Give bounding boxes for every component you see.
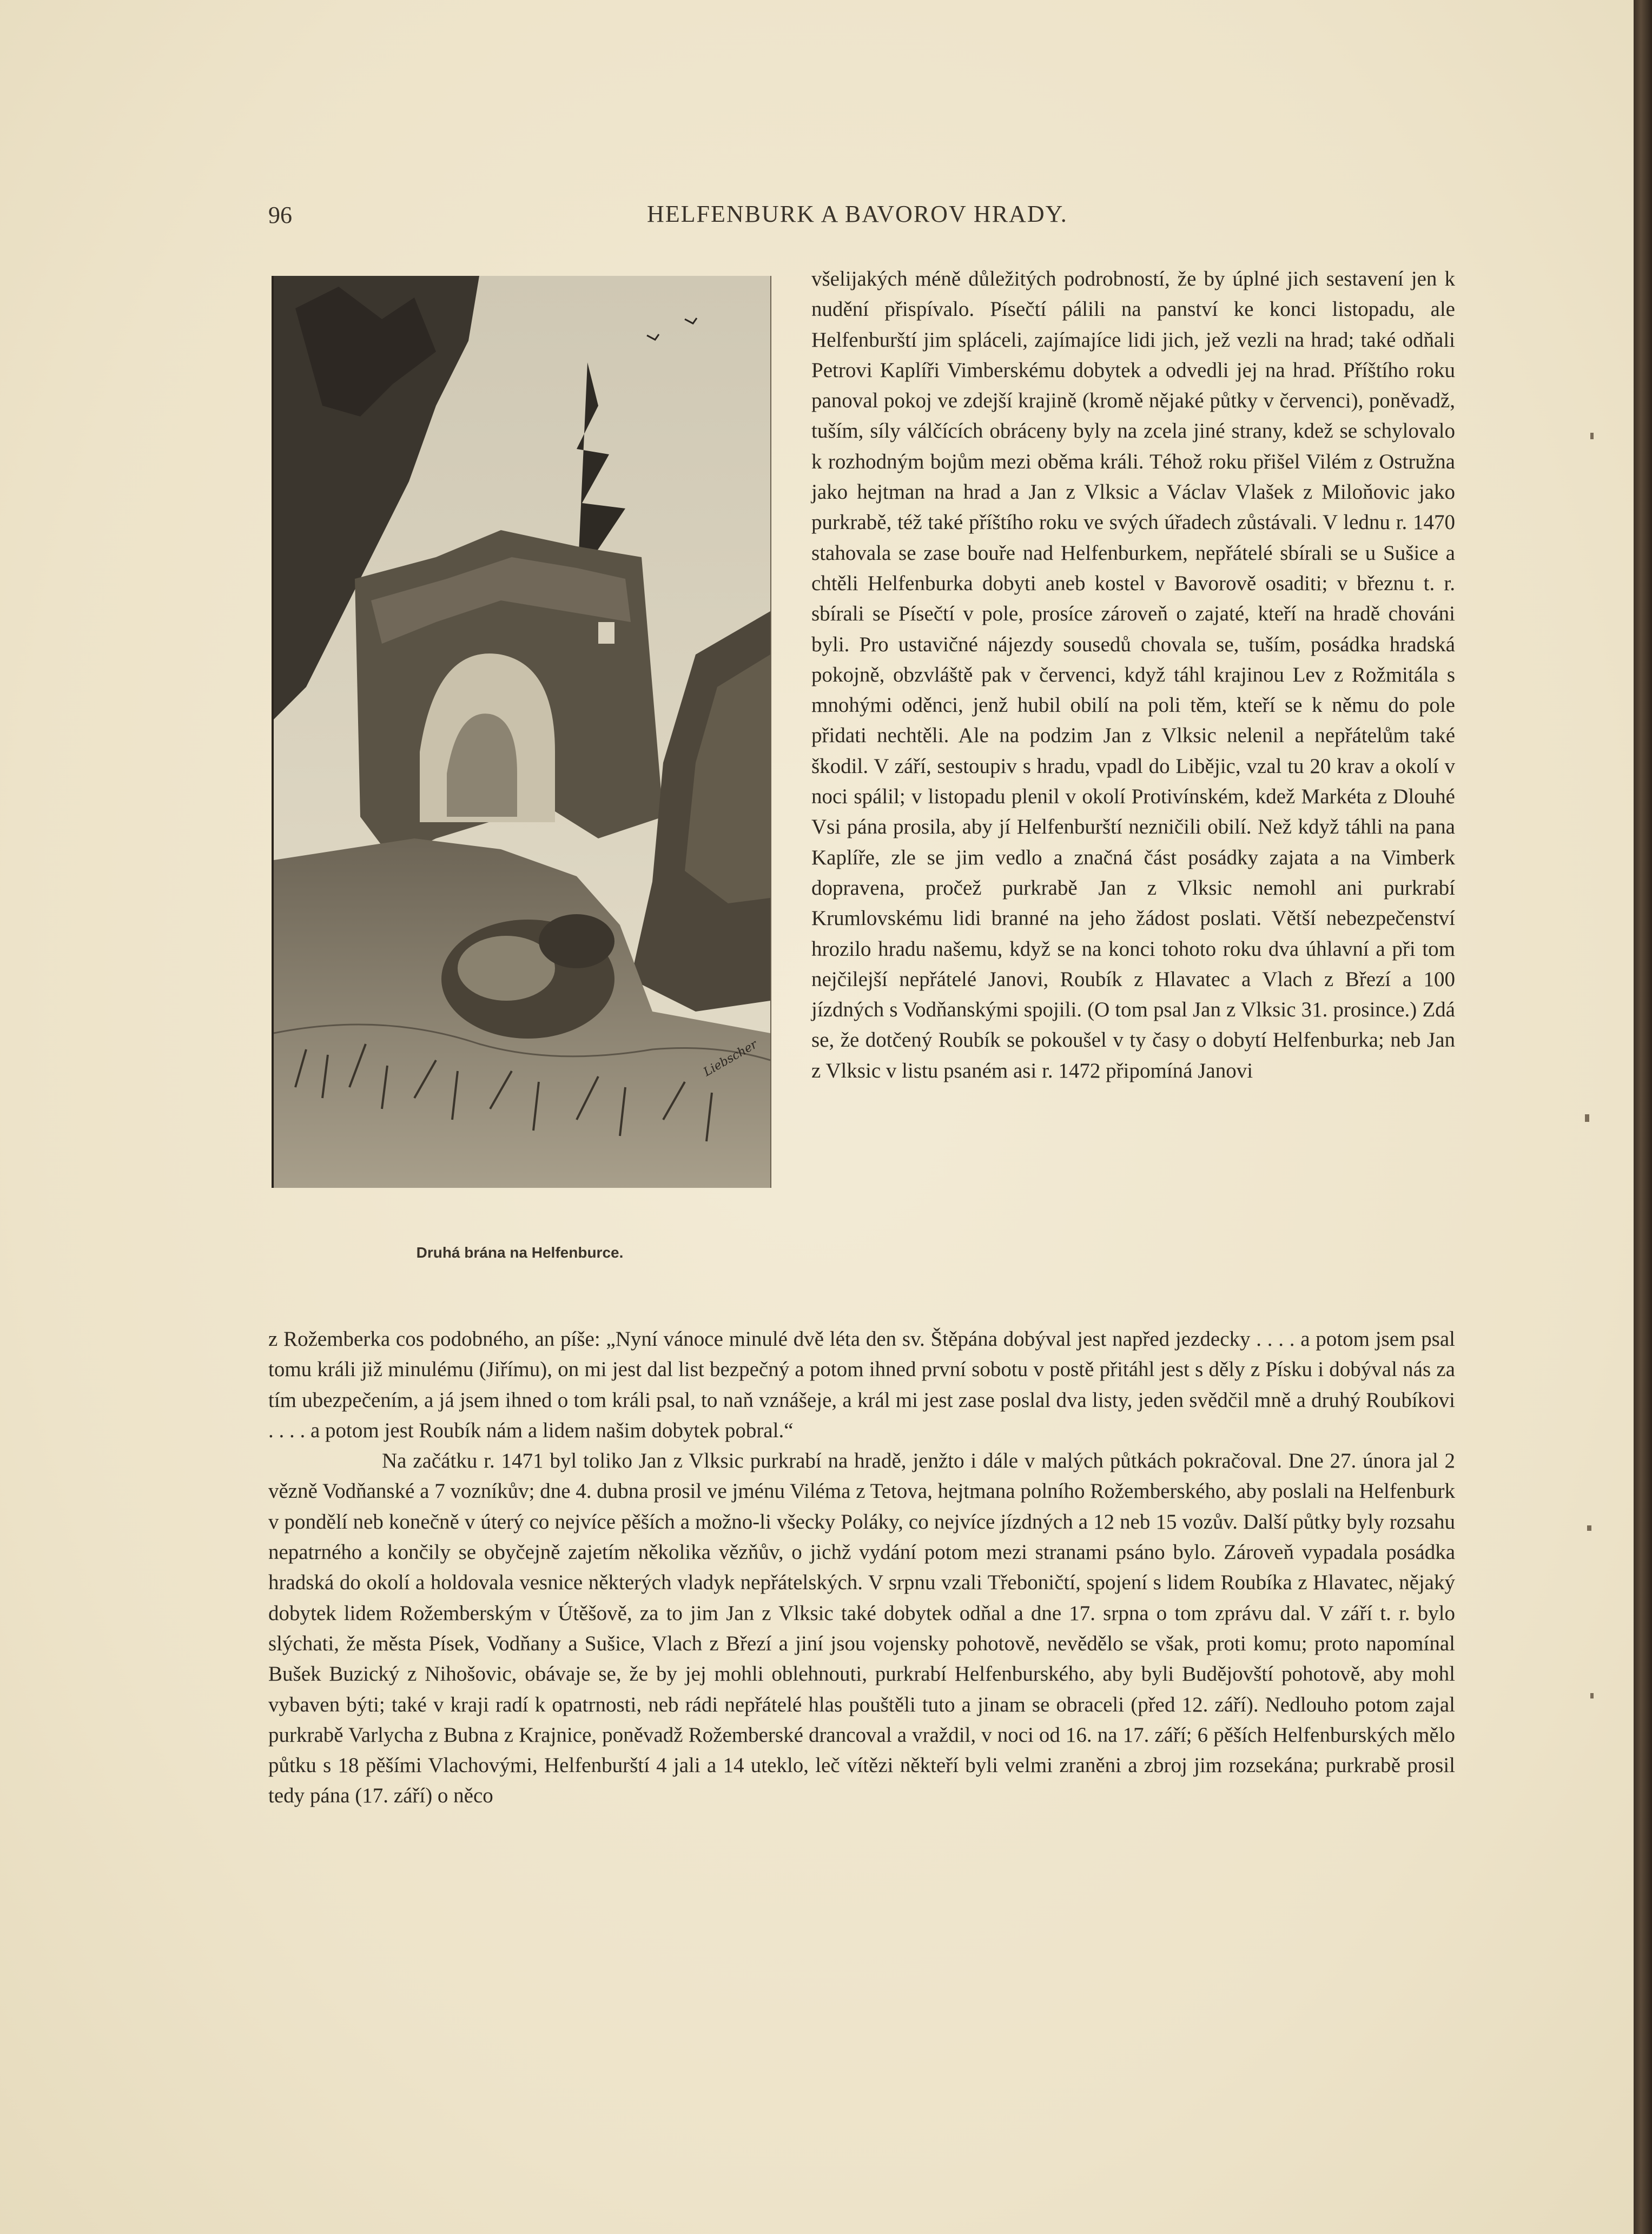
artist-signature: Liebscher [701,1037,760,1080]
margin-mark [1590,1693,1594,1698]
margin-mark [1585,1114,1589,1122]
full-width-text [268,1324,1455,1812]
page-edge [1634,0,1652,2234]
engraving-illustration [272,276,771,1188]
castle-gate-engraving [274,276,770,1188]
narrative-paragraph: Na začátku r. 1471 byl toliko Jan z Vlksic purkrabí na hradě, jenžto i dále v malých půtkách pokračoval. Dne 27. února jal 2 vězně Vodňanské a 7 vozníkův; dne 4. dubna prosil ve jménu Viléma z Tetova, hejtmana polního Rožemberského, aby poslali na Helfenburk v pondělí neb konečně v úterý co nejvíce pěších a možno-li všecky Poláky, co nejvíce jízdných a 12 neb 15 vozův. Další půtky byly rozsahu nepatrného a končily se obyčejně zajetím několika vězňův, o jichž vydání potom mezi stranami psáno bylo. Zároveň vypadala posádka hradská do okolí a holdovala vesnice některých vladyk nepřátelských. V srpnu vzali Třeboničtí, spojení s lidem Roubíka z Hlavatec, nějaký dobytek lidem Rožemberským v Útěšově, za to jim Jan z Vlksic také dobytek odňal a dne 17. srpna o tom zprávu dal. V září t. r. bylo slýchati, že města Písek, Vodňany a Sušice, Vlach z Březí a jiní jsou vojensky pohotově, nevědělo se však, proti komu; proto napomínal Bušek Buzický z Nihošovic, obávaje se, že by jej mohli oblehnouti, purkrabí Helfenburského, aby byli Budějovští pohotově, aby mohl vybaven býti; také v kraji radí k opatrnosti, neb rádi nepřátelé hlas pouštěli tuto a jinam se obraceli (před 12. září). Nedlouho potom zajal purkrabě Varlycha z Bubna z Krajnice, poněvadž Rožemberské drancoval a vraždil, v noci od 16. na 17. září; 6 pěších Helfenburských mělo půtku s 18 pěšími Vlachovými, Helfenburští 4 jali a 14 uteklo, leč vítězi někteří byli velmi zraněni a zbroj jim rozsekána; purkrabě prosil tedy pána (17. září) o něco [268,1449,1455,1808]
column-text: všelijakých méně důležitých podrobností, že by úplné jich sestavení jen k nudění přispívalo. Písečtí pálili na panství ke konci listopadu, ale Helfenburští jim spláceli, zajímajíce lidi jich, jež vezli na hrad; také odňali Petrovi Kaplíři Vimberskému dobytek a odvedli jej na hrad. Příštího roku panoval pokoj ve zdejší krajině (kromě nějaké půtky v červenci), poněvadž, tuším, síly válčících obráceny byly na zcela jiné strany, kdež se schylovalo k rozhodným bojům mezi oběma králi. Téhož roku přišel Vilém z Ostružna jako hejtman na hrad a Jan z Vlksic a Václav Vlašek z Miloňovic jako purkrabě, též také příštího roku ve svých úřadech zůstávali. V lednu r. 1470 stahovala se zase bouře nad Helfenburkem, nepřátelé sbírali se u Sušice a chtěli Helfenburka dobyti aneb kostel v Bavorově osaditi; v březnu t. r. sbírali se Písečtí v pole, prosíce zároveň o zajaté, kteří na hradě chováni byli. Pro ustavičné nájezdy sousedů chovala se, tuším, posádka hradská pokojně, obzvláště pak v červenci, když táhl krajinou Lev z Rožmitála s mnohými oděnci, jenž hubil obilí na poli těm, kteří se k němu do pole přidati nechtěli. Ale na podzim Jan z Vlksic nelenil a nepřátelům také škodil. V září, sestoupiv s hradu, vpadl do Libějic, vzal tu 20 krav a okolí v noci spálil; v listopadu plenil v okolí Protivínském, kdež Markéta z Dlouhé Vsi pána prosila, aby jí Helfenburští nezničili obilí. Než když táhli na pana Kaplíře, zle se jim vedlo a značná část posádky zajata a na Vimberk dopravena, pročež purkrabě Jan z Vlksic nemohl ani purkrabí Krumlovskému lidi branné na jeho žádost poslati. Větší nebezpečenství hrozilo hradu našemu, když se na konci tohoto roku dva úhlavní a při tom nejčilejší nepřátelé Janovi, Roubík z Hlavatec a Vlach z Březí a 100 jízdných s Vodňanskými spojili. (O tom psal Jan z Vlksic 31. prosince.) Zdá se, že dotčený Roubík se pokoušel v ty časy o dobytí Helfenburka; neb Jan z Vlksic v listu psaném asi r. 1472 připomíná Janovi [811,267,1455,1082]
column-paragraph [811,264,1455,1086]
page-number: 96 [268,202,292,228]
figure-caption: Druhá brána na Helfenburce. [416,1244,624,1261]
running-header: HELFENBURK A BAVOROV HRADY. [647,201,1068,227]
quotation-paragraph: z Rožemberka cos podobného, an píše: „Nyní vánoce minulé dvě léta den sv. Štěpána dobýval jest napřed jezdecky . . . . a potom jsem psal tomu králi již minulému (Jiřímu), on mi jest dal list bezpečný a potom ihned první sobotu v postě přitáhl jest s děly z Písku i dobýval nás za tím ubezpečením, a já jsem ihned o tom králi psal, to naň vznášeje, a král mi jest zase poslal dva listy, jeden svědčil mně a druhý Roubíkovi . . . . a potom jest Roubík nám a lidem našim dobytek pobral.“ [268,1327,1455,1442]
margin-mark [1590,433,1594,439]
margin-mark [1587,1525,1591,1531]
